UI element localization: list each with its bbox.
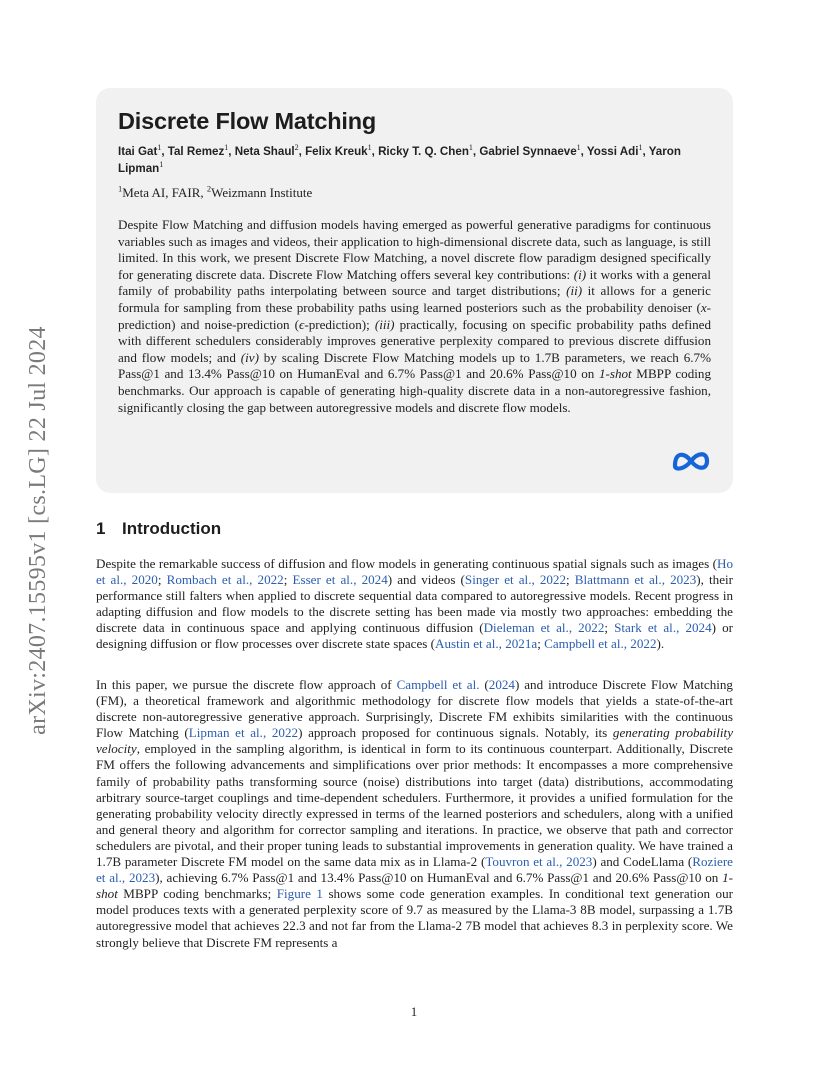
citation-link[interactable]: Esser et al., 2024 (292, 572, 388, 588)
citation-link[interactable]: Touvron et al., 2023 (485, 854, 593, 870)
text-run: ), their performance still falters when applied to discrete sequential data compared to autoregressive models. Recent progress in adapting diffusion and flow models to the discrete setting has been made via mostly two approaches: embedding the discrete data in continuous space and applying continuous diffusion ( (96, 572, 734, 636)
title-abstract-box (96, 88, 733, 493)
emphasis-text: 1-shot (96, 870, 733, 902)
citation-link[interactable]: Austin et al., 2021a (435, 636, 538, 652)
text-run: ), achieving 6.7% Pass@1 and 13.4% Pass@10 on HumanEval and 6.7% Pass@1 and 20.6% Pass@10 on (155, 870, 723, 886)
affiliation-marker: 2 (294, 143, 299, 153)
affiliation-marker: 1 (118, 183, 123, 194)
intro-paragraph-2 (96, 677, 733, 951)
text-run: ; (537, 636, 545, 652)
meta-logo-icon (671, 449, 711, 473)
author-name: Felix Kreuk (305, 145, 368, 158)
author-name: Itai Gat (118, 145, 158, 158)
citation-link[interactable]: 2024 (488, 677, 515, 692)
affiliation-marker: 1 (157, 143, 162, 153)
meta-logo-mark (675, 454, 707, 468)
emphasis-text: ϵ (299, 316, 305, 332)
text-run: practically, focusing on specific probability paths defined with different schedulers considerably improves generative perplexity compared to previous discrete diffusion and flow models; and (118, 316, 711, 365)
text-run: ; (604, 620, 615, 636)
citation-link[interactable]: Blattmann et al., 2023 (574, 572, 697, 588)
citation-link[interactable]: Singer et al., 2022 (464, 572, 567, 588)
text-run: MBPP coding benchmarks. Our approach is capable of generating high-quality discrete data in a non-autoregressive fashion, significantly closing the gap between autoregressive models and discrete flow models. (118, 366, 711, 415)
text-run: ; (157, 572, 167, 588)
author-separator: , (642, 145, 649, 158)
affiliation-marker: 1 (638, 143, 643, 153)
author-name: Yaron Lipman (118, 145, 681, 175)
citation-link[interactable]: Campbell et al. (396, 677, 480, 692)
citation-link[interactable]: Rombach et al., 2022 (166, 572, 284, 588)
emphasis-text: (iv) (240, 349, 259, 365)
arxiv-id: arXiv:2407.15595v1 [cs.LG] 22 Jul 2024 (24, 325, 51, 735)
author-separator: , (161, 145, 168, 158)
text-run: by scaling Discrete Flow Matching models up to 1.7B parameters, we reach 6.7% Pass@1 and 13.4% Pass@10 on HumanEval and 6.7% Pass@1 and 20.6% Pass@10 on (118, 349, 711, 382)
author-separator: , (228, 145, 235, 158)
text-run: -prediction); (304, 316, 375, 332)
affiliation-marker: 1 (159, 160, 164, 170)
text-run: Despite Flow Matching and diffusion models having emerged as powerful generative paradigms for continuous variables such as images and videos, their application to high-dimensional discrete data, such as language, is still limited. In this work, we present Discrete Flow Matching, a novel discrete flow paradigm designed specifically for generating discrete data. Discrete Flow Matching offers several key contributions: (118, 217, 711, 282)
citation-link[interactable]: Figure 1 (276, 886, 323, 902)
affiliation-name: Meta AI, FAIR, (122, 185, 207, 200)
citation-link[interactable]: Dieleman et al., 2022 (483, 620, 605, 636)
arxiv-stamp (18, 300, 58, 760)
citation-link[interactable]: Lipman et al., 2022 (188, 725, 299, 741)
text-run: it works with a general family of probability paths interpolating between source and target distributions; (118, 266, 711, 299)
text-run: , employed in the sampling algorithm, is identical in form to its continuous counterpart. Additionally, Discrete FM offers the following advancements and simplifications over prior methods: It encompasses a more comprehensive family of probability paths transforming source (noise) distributions into target (data) distributions, accommodating arbitrary source-target couplings and time-dependent schedulers. Furthermore, it provides a unified formulation for the generating probability velocity directly expressed in terms of the learned posteriors and schedulers, along with a unified and general theory and algorithm for corrector sampling and iterations. In practice, we observe that path and corrector schedulers are pivotal, and their proper tuning leads to substantial improvements in generation quality. We have trained a 1.7B parameter Discrete FM model on the same data mix as in Llama-2 ( (96, 741, 733, 870)
citation-link[interactable]: Ho et al., 2020 (96, 556, 733, 588)
citation-link[interactable]: Campbell et al., 2022 (544, 636, 657, 652)
text-run: MBPP coding benchmarks; (117, 886, 277, 902)
text-run: ) and CodeLlama ( (592, 854, 693, 870)
section-heading (96, 519, 221, 539)
author-separator: , (580, 145, 587, 158)
text-run: ( (479, 677, 489, 692)
text-run: shows some code generation examples. In conditional text generation our model produces texts with a generated perplexity score of 9.7 as measured by the Llama-3 8B model, surpassing a 1.7B autoregressive model that achieves 22.3 and not far from the Llama-2 7B model that achieves 8.3 in perplexity score. We strongly believe that Discrete FM represents a (96, 886, 733, 950)
affiliation-name: Weizmann Institute (211, 185, 313, 200)
author-separator: , (371, 145, 379, 158)
author-list (118, 143, 711, 177)
emphasis-text: generating probability velocity (96, 725, 734, 757)
author-name: Yossi Adi (586, 145, 639, 158)
section-title: Introduction (122, 519, 222, 538)
text-run: ; (283, 572, 293, 588)
author-name: Neta Shaul (234, 145, 295, 158)
text-run: ) and videos ( (387, 572, 465, 588)
paper-title: Discrete Flow Matching (118, 108, 377, 134)
author-separator: , (298, 145, 306, 158)
affiliation-marker: 1 (367, 143, 372, 153)
emphasis-text: x (700, 299, 707, 315)
emphasis-text: (ii) (566, 283, 583, 299)
affiliations (118, 185, 711, 201)
text-run: -prediction) and noise-prediction ( (118, 299, 711, 332)
text-run: In this paper, we pursue the discrete flow approach of (96, 677, 397, 692)
page-number: 1 (410, 1004, 418, 1019)
intro-paragraph-1 (96, 556, 733, 653)
text-run: it allows for a generic formula for sampling from these probability paths using learned posteriors such as the probability denoiser ( (118, 283, 711, 315)
emphasis-text: (i) (573, 266, 587, 282)
citation-link[interactable]: Roziere et al., 2023 (96, 854, 733, 886)
abstract (118, 217, 711, 416)
author-name: Ricky T. Q. Chen (378, 145, 469, 158)
emphasis-text: (iii) (374, 316, 395, 332)
text-run: Despite the remarkable success of diffusion and flow models in generating continuous spatial signals such as images ( (96, 556, 717, 571)
affiliation-marker: 2 (206, 183, 212, 194)
text-run: ) or designing diffusion or flow processes over discrete state spaces ( (96, 620, 733, 652)
text-run: ). (656, 636, 665, 652)
section-number: 1 (96, 519, 106, 538)
author-name: Tal Remez (167, 145, 225, 158)
text-run: ) approach proposed for continuous signals. Notably, its (298, 725, 613, 741)
text-run: ; (566, 572, 575, 588)
author-separator: , (472, 145, 480, 158)
affiliation-marker: 1 (576, 143, 581, 153)
text-run: ) and introduce Discrete Flow Matching (FM), a theoretical framework and algorithmic methodology for discrete flow models that yields a state-of-the-art discrete non-autoregressive generative approach. Surprisingly, Discrete FM exhibits similarities with the continuous Flow Matching ( (96, 677, 733, 741)
emphasis-text: 1-shot (598, 366, 632, 382)
citation-link[interactable]: Stark et al., 2024 (614, 620, 712, 636)
author-name: Gabriel Synnaeve (479, 145, 577, 158)
affiliation-marker: 1 (224, 143, 229, 153)
affiliation-marker: 1 (468, 143, 473, 153)
